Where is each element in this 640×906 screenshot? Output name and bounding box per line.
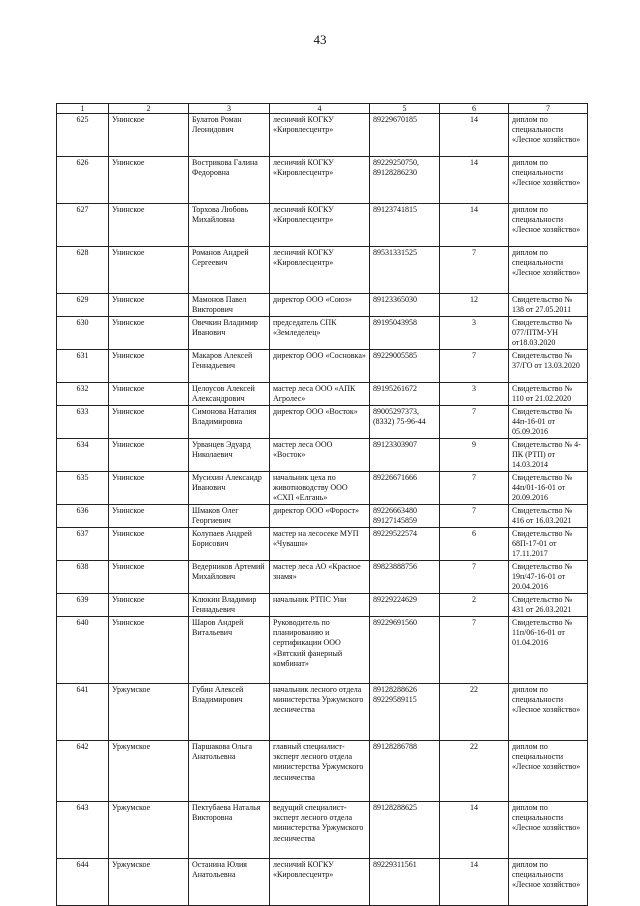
column-header: 6 bbox=[440, 104, 509, 114]
cell-district: Унинское bbox=[109, 594, 189, 617]
cell-experience: 6 bbox=[440, 528, 509, 561]
cell-position: председатель СПК «Земледелец» bbox=[270, 317, 370, 350]
cell-number: 625 bbox=[57, 114, 109, 157]
cell-document: диплом по специальности «Лесное хозяйство» bbox=[509, 157, 588, 204]
cell-position: лесничий КОГКУ «Кировлесцентр» bbox=[270, 114, 370, 157]
cell-name: Клюкин Владимир Геннадьевич bbox=[189, 594, 270, 617]
cell-district: Унинское bbox=[109, 350, 189, 383]
cell-district: Унинское bbox=[109, 317, 189, 350]
cell-document: диплом по специальности «Лесное хозяйство» bbox=[509, 204, 588, 247]
cell-position: лесничий КОГКУ «Кировлесцентр» bbox=[270, 204, 370, 247]
cell-experience: 7 bbox=[440, 247, 509, 294]
cell-name: Губин Алексей Владимирович bbox=[189, 684, 270, 741]
cell-name: Останина Юлия Анатольевна bbox=[189, 859, 270, 906]
cell-phone: 89229522574 bbox=[370, 528, 440, 561]
cell-position: мастер леса ООО «АПК Агролес» bbox=[270, 383, 370, 406]
cell-name: Мамонов Павел Викторович bbox=[189, 294, 270, 317]
cell-district: Унинское bbox=[109, 528, 189, 561]
cell-experience: 7 bbox=[440, 505, 509, 528]
cell-district: Уржумское bbox=[109, 741, 189, 802]
cell-position: Руководитель по планированию и сертификации ООО «Вятский фанерный комбинат» bbox=[270, 617, 370, 684]
cell-experience: 14 bbox=[440, 114, 509, 157]
table-row bbox=[57, 294, 588, 317]
cell-name: Симонова Наталия Владимировна bbox=[189, 406, 270, 439]
cell-phone: 89123365030 bbox=[370, 294, 440, 317]
cell-name: Целоусов Алексей Александрович bbox=[189, 383, 270, 406]
cell-document: Свидетельство № 4-ПК (РТП) от 14.03.2014 bbox=[509, 439, 588, 472]
registry-table bbox=[56, 103, 588, 906]
table-row bbox=[57, 350, 588, 383]
cell-position: ведущий специалист-эксперт лесного отдела министерства Уржумского лесничества bbox=[270, 802, 370, 859]
cell-phone: 89531331525 bbox=[370, 247, 440, 294]
cell-document: Свидетельство № 19п/47-16-01 от 20.04.2016 bbox=[509, 561, 588, 594]
cell-phone: 89195261672 bbox=[370, 383, 440, 406]
cell-experience: 7 bbox=[440, 472, 509, 505]
table-row bbox=[57, 317, 588, 350]
cell-number: 629 bbox=[57, 294, 109, 317]
cell-name: Шмаков Олег Георгиевич bbox=[189, 505, 270, 528]
cell-district: Унинское bbox=[109, 505, 189, 528]
table-row bbox=[57, 802, 588, 859]
cell-phone: 89823888756 bbox=[370, 561, 440, 594]
cell-document: диплом по специальности «Лесное хозяйство» bbox=[509, 802, 588, 859]
table-row bbox=[57, 114, 588, 157]
cell-document: диплом по специальности «Лесное хозяйство» bbox=[509, 114, 588, 157]
cell-name: Мусихин Александр Иванович bbox=[189, 472, 270, 505]
cell-position: мастер леса АО «Красное знамя» bbox=[270, 561, 370, 594]
cell-name: Вострикова Галина Федоровна bbox=[189, 157, 270, 204]
cell-district: Унинское bbox=[109, 294, 189, 317]
cell-number: 643 bbox=[57, 802, 109, 859]
column-header: 2 bbox=[109, 104, 189, 114]
cell-position: начальник цеха по животноводству ООО «СХП «Елгань» bbox=[270, 472, 370, 505]
cell-name: Паршакова Ольга Анатольевна bbox=[189, 741, 270, 802]
table-row bbox=[57, 157, 588, 204]
cell-phone: 89229224629 bbox=[370, 594, 440, 617]
cell-number: 626 bbox=[57, 157, 109, 204]
column-header: 3 bbox=[189, 104, 270, 114]
cell-district: Унинское bbox=[109, 247, 189, 294]
cell-district: Унинское bbox=[109, 114, 189, 157]
cell-experience: 3 bbox=[440, 383, 509, 406]
cell-district: Унинское bbox=[109, 561, 189, 594]
cell-position: главный специалист-эксперт лесного отдела министерства Уржумского лесничества bbox=[270, 741, 370, 802]
cell-position: мастер леса ООО «Восток» bbox=[270, 439, 370, 472]
cell-name: Макаров Алексей Геннадьевич bbox=[189, 350, 270, 383]
cell-phone: 89128288625 bbox=[370, 802, 440, 859]
table-row bbox=[57, 859, 588, 906]
cell-district: Унинское bbox=[109, 204, 189, 247]
cell-phone: 89229005585 bbox=[370, 350, 440, 383]
header-row bbox=[57, 104, 588, 114]
cell-number: 631 bbox=[57, 350, 109, 383]
cell-experience: 22 bbox=[440, 684, 509, 741]
cell-name: Романов Андрей Сергеевич bbox=[189, 247, 270, 294]
cell-district: Уржумское bbox=[109, 802, 189, 859]
cell-number: 644 bbox=[57, 859, 109, 906]
cell-experience: 7 bbox=[440, 406, 509, 439]
page-number: 43 bbox=[313, 32, 327, 47]
cell-experience: 14 bbox=[440, 204, 509, 247]
cell-experience: 14 bbox=[440, 802, 509, 859]
table-row bbox=[57, 617, 588, 684]
table-row bbox=[57, 684, 588, 741]
cell-document: Свидетельство № 431 от 26.03.2021 bbox=[509, 594, 588, 617]
cell-document: диплом по специальности «Лесное хозяйство» bbox=[509, 247, 588, 294]
cell-experience: 22 bbox=[440, 741, 509, 802]
cell-name: Ведерников Артемий Михайлович bbox=[189, 561, 270, 594]
cell-district: Унинское bbox=[109, 406, 189, 439]
cell-phone: 89128286788 bbox=[370, 741, 440, 802]
cell-document: Свидетельство № 37/ГО от 13.03.2020 bbox=[509, 350, 588, 383]
column-header: 1 bbox=[57, 104, 109, 114]
cell-number: 633 bbox=[57, 406, 109, 439]
table-row bbox=[57, 383, 588, 406]
cell-number: 634 bbox=[57, 439, 109, 472]
cell-phone: 89226663480 89127145859 bbox=[370, 505, 440, 528]
cell-number: 628 bbox=[57, 247, 109, 294]
cell-phone: 89128288626 89229589115 bbox=[370, 684, 440, 741]
cell-phone: 89229250750, 89128286230 bbox=[370, 157, 440, 204]
cell-number: 636 bbox=[57, 505, 109, 528]
column-header: 5 bbox=[370, 104, 440, 114]
cell-experience: 7 bbox=[440, 350, 509, 383]
table-row bbox=[57, 247, 588, 294]
cell-document: Свидетельство № 44п/01-16-01 от 20.09.2016 bbox=[509, 472, 588, 505]
cell-district: Унинское bbox=[109, 157, 189, 204]
cell-document: диплом по специальности «Лесное хозяйство» bbox=[509, 684, 588, 741]
column-header: 7 bbox=[509, 104, 588, 114]
table-row bbox=[57, 528, 588, 561]
table-row bbox=[57, 561, 588, 594]
cell-position: лесничий КОГКУ «Кировлесцентр» bbox=[270, 247, 370, 294]
cell-name: Урванцев Эдуард Николаевич bbox=[189, 439, 270, 472]
cell-document: Свидетельство № 68П-17-01 от 17.11.2017 bbox=[509, 528, 588, 561]
table-row bbox=[57, 594, 588, 617]
cell-number: 639 bbox=[57, 594, 109, 617]
cell-number: 637 bbox=[57, 528, 109, 561]
cell-experience: 7 bbox=[440, 617, 509, 684]
cell-experience: 12 bbox=[440, 294, 509, 317]
cell-position: директор ООО «Форост» bbox=[270, 505, 370, 528]
cell-experience: 14 bbox=[440, 157, 509, 204]
cell-document: Свидетельство № 416 от 16.03.2021 bbox=[509, 505, 588, 528]
cell-document: Свидетельство № 44п-16-01 от 05.09.2016 bbox=[509, 406, 588, 439]
cell-experience: 14 bbox=[440, 859, 509, 906]
cell-phone: 89005297373, (8332) 75-96-44 bbox=[370, 406, 440, 439]
cell-phone: 89229691560 bbox=[370, 617, 440, 684]
cell-phone: 89226671666 bbox=[370, 472, 440, 505]
cell-number: 641 bbox=[57, 684, 109, 741]
cell-district: Унинское bbox=[109, 472, 189, 505]
cell-number: 642 bbox=[57, 741, 109, 802]
cell-name: Пектубаева Наталья Викторовна bbox=[189, 802, 270, 859]
cell-position: начальник РТПС Уни bbox=[270, 594, 370, 617]
cell-district: Уржумское bbox=[109, 684, 189, 741]
cell-name: Овечкин Владимир Иванович bbox=[189, 317, 270, 350]
column-header: 4 bbox=[270, 104, 370, 114]
cell-phone: 89229670185 bbox=[370, 114, 440, 157]
cell-position: директор ООО «Сосновка» bbox=[270, 350, 370, 383]
cell-document: диплом по специальности «Лесное хозяйство» bbox=[509, 859, 588, 906]
cell-position: директор ООО «Восток» bbox=[270, 406, 370, 439]
cell-number: 627 bbox=[57, 204, 109, 247]
cell-phone: 89123303907 bbox=[370, 439, 440, 472]
cell-position: лесничий КОГКУ «Кировлесцентр» bbox=[270, 157, 370, 204]
cell-phone: 89123741815 bbox=[370, 204, 440, 247]
cell-experience: 2 bbox=[440, 594, 509, 617]
cell-number: 635 bbox=[57, 472, 109, 505]
cell-number: 638 bbox=[57, 561, 109, 594]
table-row bbox=[57, 741, 588, 802]
cell-document: Свидетельство № 11п/06-16-01 от 01.04.2016 bbox=[509, 617, 588, 684]
cell-district: Уржумское bbox=[109, 859, 189, 906]
cell-experience: 3 bbox=[440, 317, 509, 350]
cell-phone: 89195043958 bbox=[370, 317, 440, 350]
cell-experience: 7 bbox=[440, 561, 509, 594]
cell-district: Унинское bbox=[109, 617, 189, 684]
cell-document: Свидетельство № 077/ПТМ-УН от18.03.2020 bbox=[509, 317, 588, 350]
cell-phone: 89229311561 bbox=[370, 859, 440, 906]
cell-district: Унинское bbox=[109, 439, 189, 472]
cell-name: Колупаев Андрей Борисович bbox=[189, 528, 270, 561]
table-row bbox=[57, 439, 588, 472]
cell-name: Шаров Андрей Витальевич bbox=[189, 617, 270, 684]
cell-document: Свидетельство № 110 от 21.02.2020 bbox=[509, 383, 588, 406]
cell-document: диплом по специальности «Лесное хозяйство» bbox=[509, 741, 588, 802]
table-row bbox=[57, 505, 588, 528]
cell-position: начальник лесного отдела министерства Уржумского лесничества bbox=[270, 684, 370, 741]
table-row bbox=[57, 472, 588, 505]
cell-position: мастер на лесосеке МУП «Чувашн» bbox=[270, 528, 370, 561]
cell-document: Свидетельство № 138 от 27.05.2011 bbox=[509, 294, 588, 317]
cell-number: 640 bbox=[57, 617, 109, 684]
cell-experience: 9 bbox=[440, 439, 509, 472]
cell-number: 630 bbox=[57, 317, 109, 350]
cell-position: директор ООО «Союз» bbox=[270, 294, 370, 317]
cell-name: Торхова Любовь Михайловна bbox=[189, 204, 270, 247]
cell-name: Булатов Роман Леонидович bbox=[189, 114, 270, 157]
cell-district: Унинское bbox=[109, 383, 189, 406]
table-row bbox=[57, 204, 588, 247]
table-row bbox=[57, 406, 588, 439]
cell-position: лесничий КОГКУ «Кировлесцентр» bbox=[270, 859, 370, 906]
cell-number: 632 bbox=[57, 383, 109, 406]
